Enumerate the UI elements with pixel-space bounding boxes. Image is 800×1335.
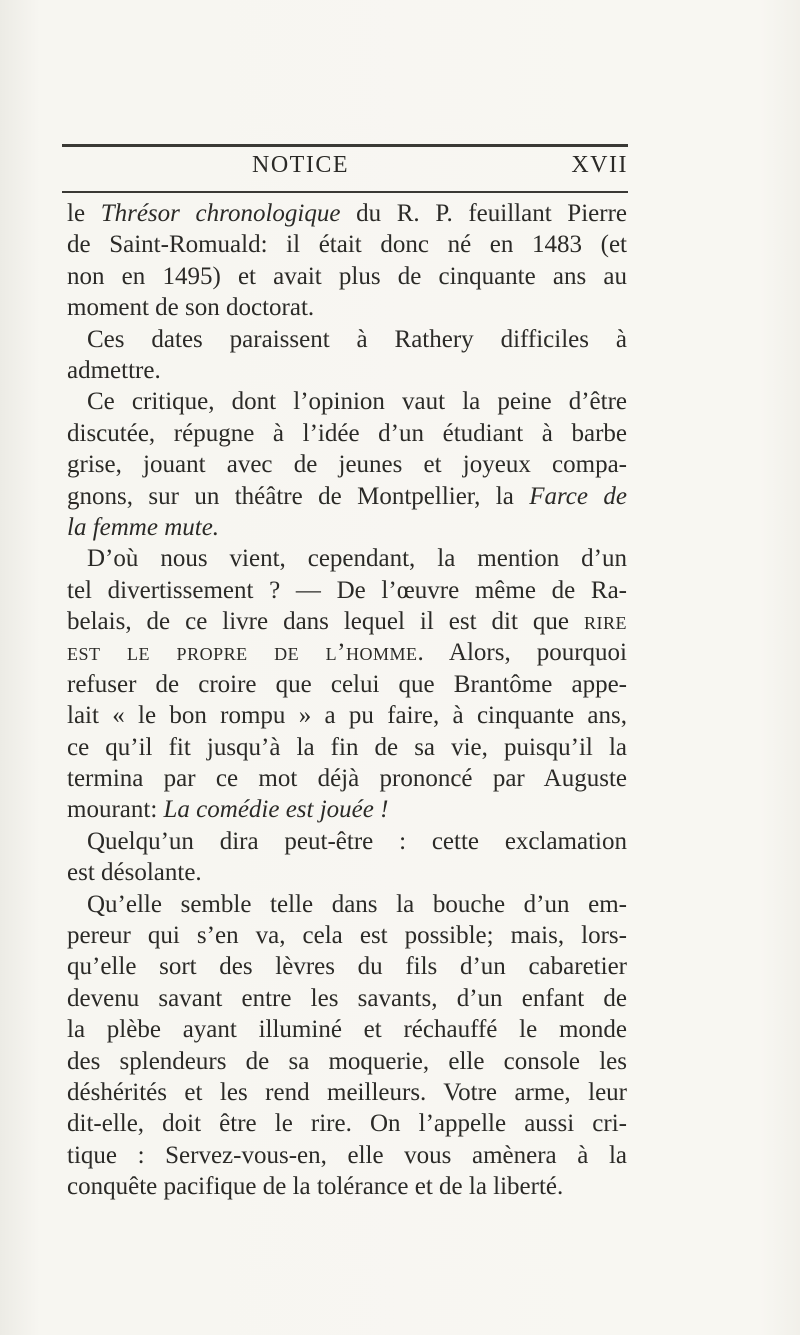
text-line: tel divertissement ? — De l’œuvre même de Ra-: [67, 576, 627, 604]
text-line: qu’elle sort des lèvres du fils d’un cabaretier: [67, 953, 627, 981]
text-line: est désolante.: [67, 859, 202, 887]
body-text: [67, 198, 627, 1203]
text-line: le Thrésor chronologique du R. P. feuillant Pierre: [67, 200, 627, 227]
text-line: des splendeurs de sa moquerie, elle console les: [67, 1047, 627, 1075]
text-line: Qu’elle semble telle dans la bouche d’un em-: [87, 890, 627, 918]
text-line: grise, jouant avec de jeunes et joyeux compa-: [67, 451, 627, 479]
text-line: belais, de ce livre dans lequel il est dit que rire: [67, 608, 627, 636]
text-line: la plèbe ayant illuminé et réchauffé le monde: [67, 1016, 627, 1044]
running-head-title: NOTICE: [252, 152, 349, 178]
text-line: de Saint-Romuald: il était donc né en 1483 (et: [67, 231, 627, 259]
text-line: conquête pacifique de la tolérance et de la liberté.: [67, 1173, 564, 1201]
text-line: mourant: La comédie est jouée !: [67, 796, 389, 824]
work-title: la femme mute.: [67, 513, 220, 541]
text-line: est le propre de l’homme. Alors, pourquoi: [67, 639, 627, 667]
small-caps-quote: rire: [583, 608, 627, 636]
text-line: termina par ce mot déjà prononcé par Auguste: [67, 765, 627, 793]
text-line: devenu savant entre les savants, d’un enfant de: [67, 984, 627, 1012]
page-number: XVII: [571, 152, 628, 178]
quotation: La comédie est jouée !: [163, 796, 389, 824]
text-line: Ce critique, dont l’opinion vaut la peine d’être: [87, 388, 627, 416]
text-line: Ces dates paraissent à Rathery difficiles à: [87, 325, 627, 353]
text-line: lait « le bon rompu » a pu faire, à cinquante ans,: [67, 702, 627, 730]
small-caps-quote: est le propre de l’homme.: [67, 639, 425, 667]
text-line: déshérités et les rend meilleurs. Votre arme, leur: [67, 1078, 627, 1106]
header-rule-bottom: [62, 191, 628, 193]
text-line: moment de son doctorat.: [67, 294, 315, 322]
running-head: [62, 152, 628, 186]
work-title: Farce de: [529, 482, 627, 510]
text-line: ce qu’il fit jusqu’à la fin de sa vie, puisqu’il la: [67, 733, 627, 761]
text-line: dit-elle, doit être le rire. On l’appelle aussi cri-: [67, 1110, 627, 1138]
work-title: Thrésor chronologique: [100, 200, 341, 227]
text-line: refuser de croire que celui que Brantôme appe-: [67, 670, 627, 698]
text-line: pereur qui s’en va, cela est possible; mais, lors-: [67, 921, 627, 949]
text-line: D’où nous vient, cependant, la mention d’un: [87, 545, 627, 573]
text-line: [67, 512, 627, 543]
text-line: gnons, sur un théâtre de Montpellier, la Farce de: [67, 482, 627, 510]
text-line: discutée, répugne à l’idée d’un étudiant à barbe: [67, 419, 627, 447]
header-rule-top: [62, 144, 628, 147]
text-line: non en 1495) et avait plus de cinquante ans au: [67, 262, 627, 290]
text-line: Quelqu’un dira peut-être : cette exclamation: [87, 827, 627, 855]
text-line: admettre.: [67, 356, 161, 384]
text-line: tique : Servez-vous-en, elle vous amènera à la: [67, 1141, 627, 1169]
